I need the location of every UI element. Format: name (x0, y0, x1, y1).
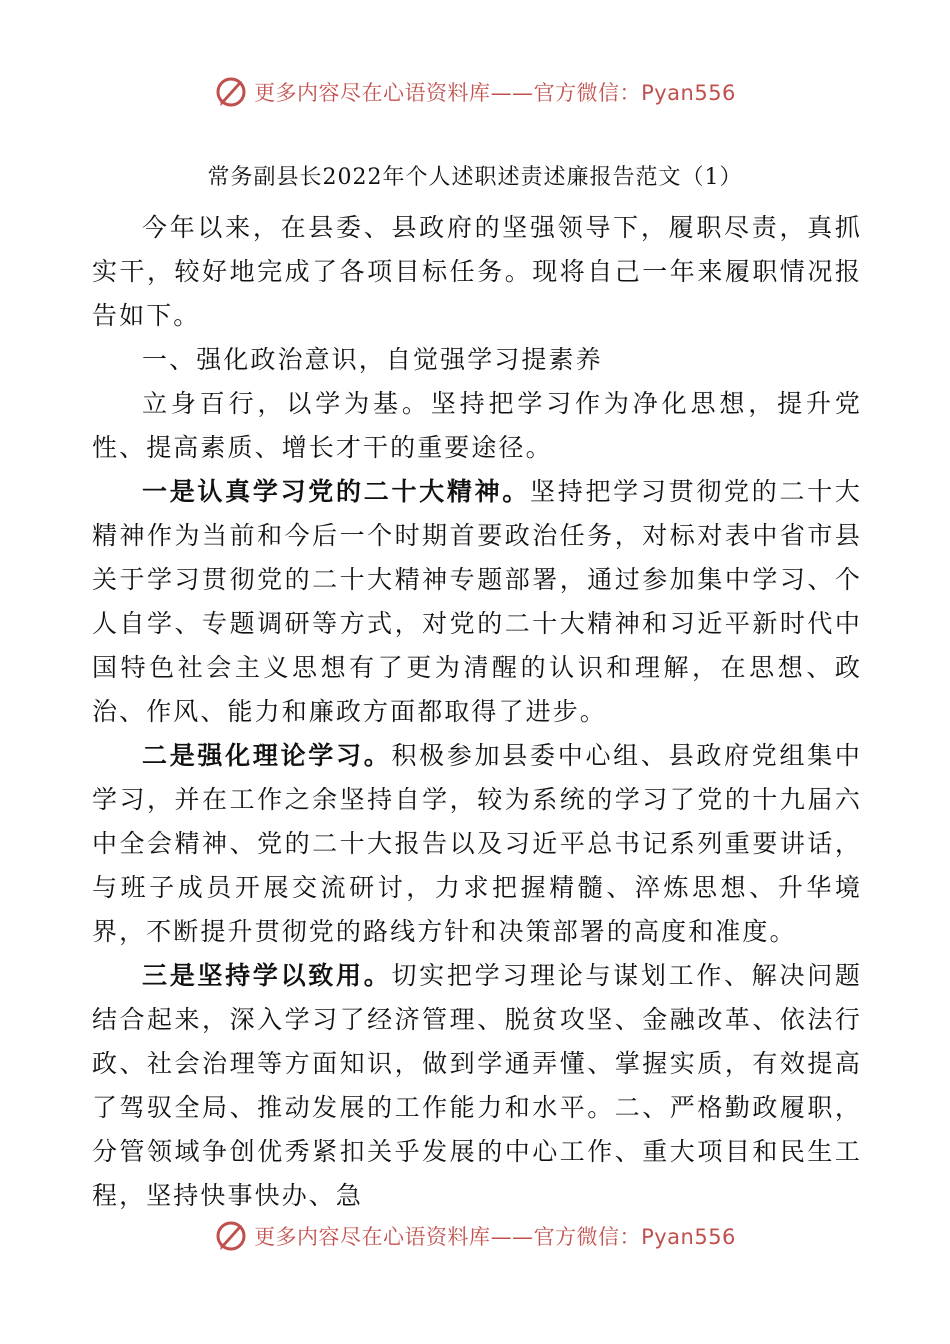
footer-banner (0, 1216, 950, 1256)
banner-slogan: 更多内容尽在心语资料库 (254, 1225, 491, 1249)
point2-lead: 二是强化理论学习。 (142, 741, 392, 770)
banner-wechat-id: Pyan556 (641, 81, 736, 105)
point1-paragraph (92, 470, 862, 734)
banner-text (254, 1221, 736, 1251)
banner-wechat-label: 官方微信： (533, 1225, 642, 1249)
banner-slogan: 更多内容尽在心语资料库 (254, 81, 491, 105)
point1-lead: 一是认真学习党的二十大精神。 (142, 477, 531, 506)
quill-pen-logo-icon (214, 1219, 248, 1253)
point3-paragraph (92, 954, 862, 1218)
point2-paragraph (92, 734, 862, 954)
banner-wechat-label: 官方微信： (533, 81, 642, 105)
point3-lead: 三是坚持学以致用。 (142, 961, 392, 990)
banner-separator: —— (490, 81, 534, 105)
header-banner (0, 72, 950, 112)
document-body (92, 206, 862, 1218)
point2-body: 积极参加县委中心组、县政府党组集中学习，并在工作之余坚持自学，较为系统的学习了党的十九届六中全会精神、党的二十大报告以及习近平总书记系列重要讲话，与班子成员开展交流研讨，力求把握精髓、淬炼思想、升华境界，不断提升贯彻党的路线方针和决策部署的高度和准度。 (92, 741, 863, 946)
quill-pen-logo-icon (214, 75, 248, 109)
banner-text (254, 77, 736, 107)
banner-wechat-id: Pyan556 (641, 1225, 736, 1249)
point1-body: 坚持把学习贯彻党的二十大精神作为当前和今后一个时期首要政治任务，对标对表中省市县关于学习贯彻党的二十大精神专题部署，通过参加集中学习、个人自学、专题调研等方式，对党的二十大精神和习近平新时代中国特色社会主义思想有了更为清醒的认识和理解，在思想、政治、作风、能力和廉政方面都取得了进步。 (92, 477, 863, 726)
section1-heading: 一、强化政治意识，自觉强学习提素养 (142, 345, 603, 374)
section1-intro-paragraph: 立身百行，以学为基。坚持把学习作为净化思想，提升党性、提高素质、增长才干的重要途径。 (92, 389, 862, 462)
point3-body: 切实把学习理论与谋划工作、解决问题结合起来，深入学习了经济管理、脱贫攻坚、金融改革、依法行政、社会治理等方面知识，做到学通弄懂、掌握实质，有效提高了驾驭全局、推动发展的工作能力和水平。二、严格勤政履职，分管领域争创优秀紧扣关乎发展的中心工作、重大项目和民生工程，坚持快事快办、急 (92, 961, 863, 1210)
intro-paragraph: 今年以来，在县委、县政府的坚强领导下，履职尽责，真抓实干，较好地完成了各项目标任务。现将自己一年来履职情况报告如下。 (92, 213, 862, 330)
document-title: 常务副县长2022年个人述职述责述廉报告范文（1） (207, 165, 743, 190)
banner-separator: —— (490, 1225, 534, 1249)
